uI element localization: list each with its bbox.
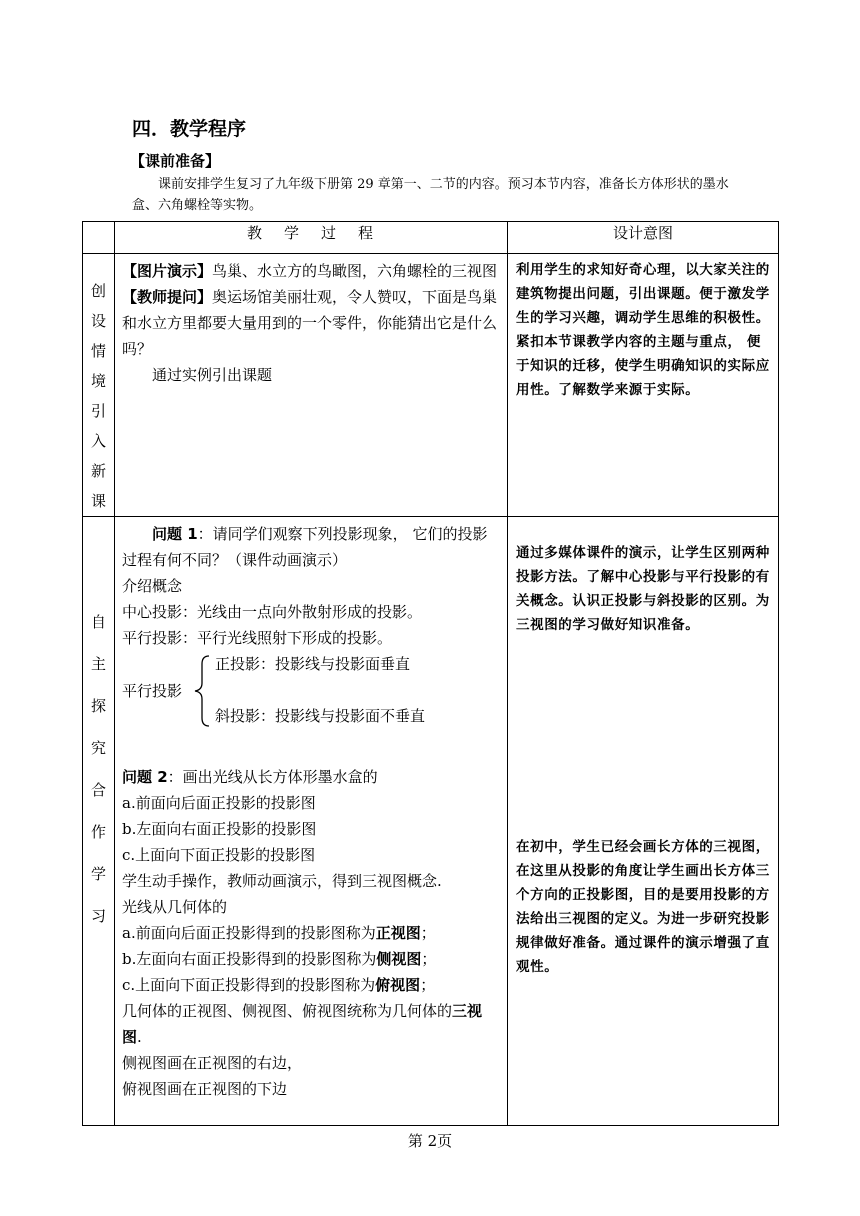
intent-cell-intro (508, 254, 779, 517)
term-three-views: 三视图 (122, 1002, 483, 1046)
teacher-question-text: 奥运场馆美丽壮观，令人赞叹，下面是鸟巢和水立方里都要大量用到的一个零件，你能猜出它是什么吗？ (122, 288, 498, 358)
intent-text-1: 通过多媒体课件的演示，让学生区别两种投影方法。了解中心投影与平行投影的有关概念。认识正投影与斜投影的区别。为三视图的学习做好知识准备。 (516, 545, 770, 633)
stage-char: 究 (90, 739, 106, 757)
stage-char: 境 (90, 372, 106, 390)
intent-text: 利用学生的求知好奇心理，以大家关注的建筑物提出问题，引出课题。便于激发学生的学习兴趣，调动学生思维的积极性。紧扣本节课教学内容的主题与重点， 便于知识的迁移，使学生明确知识的实际应用性。了解数学来源于实际。 (516, 262, 770, 398)
stage-char: 创 (90, 282, 106, 300)
stage-char: 课 (90, 492, 106, 510)
stage-char: 学 (90, 865, 106, 883)
prep-text: 课前安排学生复习了九年级下册第 29 章第一、二节的内容。预习本节内容，准备长方体形状的墨水盒、六角螺栓等实物。 (132, 177, 729, 213)
hands-on-text: 学生动手操作，教师动画演示，得到三视图概念. (122, 872, 442, 890)
picture-demo-paragraph (122, 258, 501, 284)
stage-char: 自 (90, 613, 106, 631)
table-header-row (83, 222, 779, 254)
term-front-view: 正视图 (375, 924, 421, 942)
page-number: 第 2页 (407, 1132, 453, 1150)
intro-topic-text: 通过实例引出课题 (152, 366, 273, 384)
teacher-question-paragraph (122, 284, 501, 362)
intent-cell-explore (508, 517, 779, 1126)
definition-text: a.前面向后面正投影得到的投影图称为 (122, 924, 376, 942)
definition-text: 几何体的正视图、侧视图、俯视图统称为几何体的 (122, 1002, 453, 1020)
orthographic-projection-def: 正投影：投影线与投影面垂直 (215, 655, 411, 673)
header-empty-cell (83, 222, 115, 254)
definition-punct: . (137, 1028, 142, 1046)
stage-char: 合 (90, 781, 106, 799)
definition-text: b.左面向右面正投影得到的投影图称为 (122, 950, 377, 968)
question-1-text: ：请同学们观察下列投影现象， 它们的投影过程有何不同？（课件动画演示） (122, 525, 488, 569)
question-1-label: 问题 1 (152, 525, 198, 543)
stage-char: 新 (90, 462, 106, 480)
definition-front-view (122, 920, 501, 946)
definition-punct: ； (420, 976, 436, 994)
side-view-position: 侧视图画在正视图的右边， (122, 1054, 303, 1072)
question-1-paragraph (122, 521, 501, 573)
curly-brace-icon (193, 655, 211, 727)
definition-top-view (122, 972, 501, 998)
process-cell-intro (115, 254, 508, 517)
central-projection-def: 中心投影：光线由一点向外散射形成的投影。 (122, 603, 423, 621)
stage-char: 情 (90, 342, 106, 360)
intro-concepts: 介绍概念 (122, 577, 183, 595)
definition-punct: ； (421, 950, 437, 968)
table-row-explore (83, 517, 779, 1126)
definition-side-view (122, 946, 501, 972)
light-from-solid-text: 光线从几何体的 (122, 898, 228, 916)
teacher-question-tag: 【教师提问】 (122, 288, 213, 306)
parallel-projection-def: 平行投影：平行光线照射下形成的投影。 (122, 629, 393, 647)
prep-title: 【课前准备】 (130, 152, 221, 170)
definition-three-views (122, 998, 501, 1050)
stage-char: 入 (90, 432, 106, 450)
stage-label-explore (83, 517, 115, 1126)
term-side-view: 侧视图 (376, 950, 422, 968)
definition-punct: ； (420, 924, 436, 942)
stage-char: 探 (90, 697, 106, 715)
header-process: 教学过程 (115, 222, 508, 254)
projection-brace-diagram (122, 651, 501, 731)
stage-char: 设 (90, 312, 106, 330)
question-2-item-c: c.上面向下面正投影的投影图 (122, 846, 316, 864)
picture-demo-tag: 【图片演示】 (122, 262, 213, 280)
stage-char: 习 (90, 907, 106, 925)
brace-label: 平行投影 (122, 682, 183, 700)
stage-label-intro (83, 254, 115, 517)
intent-text-2: 在初中，学生已经会画长方体的三视图，在这里从投影的角度让学生画出长方体三个方向的正投影图，目的是要用投影的方法给出三视图的定义。为进一步研究投影规律做好准备。通过课件的演示增强了直观性。 (516, 839, 770, 975)
oblique-projection-def: 斜投影：投影线与投影面不垂直 (215, 707, 426, 725)
definition-text: c.上面向下面正投影得到的投影图称为 (122, 976, 376, 994)
stage-char: 主 (90, 655, 106, 673)
process-cell-explore (115, 517, 508, 1126)
table-row-intro (83, 254, 779, 517)
top-view-position: 俯视图画在正视图的下边 (122, 1080, 288, 1098)
question-2-paragraph (122, 764, 501, 790)
teaching-process-table (82, 221, 779, 1126)
stage-char: 引 (90, 402, 106, 420)
term-top-view: 俯视图 (375, 976, 421, 994)
question-2-label: 问题 2 (122, 768, 168, 786)
stage-char: 作 (90, 823, 106, 841)
question-2-text: ：画出光线从长方体形墨水盒的 (167, 768, 378, 786)
picture-demo-text: 鸟巢、水立方的鸟瞰图，六角螺栓的三视图 (212, 262, 498, 280)
header-intent: 设计意图 (508, 222, 779, 254)
section-title: 四．教学程序 (132, 118, 247, 140)
question-2-item-a: a.前面向后面正投影的投影图 (122, 794, 316, 812)
question-2-item-b: b.左面向右面正投影的投影图 (122, 820, 317, 838)
